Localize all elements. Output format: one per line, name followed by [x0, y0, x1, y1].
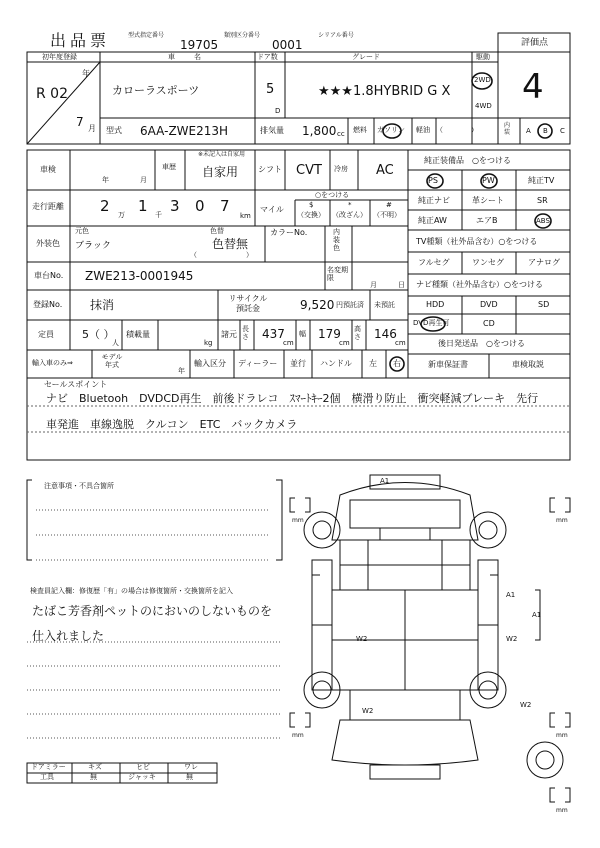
- tv-one: ワンセグ: [472, 258, 504, 267]
- type-number-label: 型式指定番号: [128, 32, 165, 39]
- mark-a1-front: A1: [380, 477, 390, 485]
- interior-label: 内装: [504, 122, 511, 137]
- length-label: 長さ: [242, 325, 249, 342]
- mark-w2-left: W2: [356, 635, 368, 643]
- mileage-digit-3: 3: [170, 197, 180, 215]
- mileage-digit-5: 7: [220, 197, 230, 215]
- drive-2wd: 2WD: [474, 76, 491, 84]
- displacement-label: 排気量: [260, 126, 284, 135]
- mark-a1-right-1: A1: [506, 591, 516, 599]
- tv-title: TV種類（社外品含む）○をつける: [416, 237, 538, 246]
- import-label: 輸入車のみ⇒: [32, 359, 73, 367]
- exchange-symbol: $: [309, 201, 314, 209]
- shift-value: CVT: [296, 163, 322, 178]
- color-no-label: カラーNo.: [270, 228, 308, 237]
- navi-hdd: HDD: [426, 300, 445, 309]
- doors-label: ドア数: [257, 53, 278, 61]
- mm-rear-right: mm: [556, 732, 568, 739]
- later-manual: 車検取説: [512, 360, 544, 369]
- height-cm: cm: [395, 339, 406, 347]
- genuine-title: 純正装備品 ○をつける: [424, 156, 511, 165]
- interior-c: C: [560, 127, 565, 135]
- capacity-persons: 5（ ）: [82, 328, 115, 341]
- mark-a1-right-2: A1: [532, 611, 542, 619]
- model-year-unit: 年: [178, 367, 185, 375]
- form-title: 出品票: [50, 31, 111, 50]
- mark-w2-rear-right: W2: [520, 701, 532, 709]
- mile-label: マイル: [260, 205, 284, 214]
- door-d: D: [275, 107, 281, 115]
- car-diagram: [290, 475, 570, 802]
- dealer-label: ディーラー: [238, 359, 278, 368]
- inspector-label: 検査員記入欄：修復歴「有」の場合は修復箇所・交換箇所を記入: [30, 587, 233, 595]
- height-label: 高さ: [354, 325, 361, 342]
- inspector-line-2: 仕入れました: [32, 629, 105, 643]
- sales-line-2: 車発進 車線逸脱 クルコン ETC バックカメラ: [46, 418, 298, 431]
- chassis-value: ZWE213-0001945: [85, 269, 194, 283]
- doors-value: 5: [266, 82, 275, 97]
- shift-label: シフト: [258, 165, 282, 174]
- equip-tv: 純正TV: [528, 176, 555, 185]
- mileage-label: 走行距離: [32, 202, 64, 211]
- exchange-label: （交換）: [297, 211, 325, 219]
- mm-rear-left: mm: [292, 732, 304, 739]
- grade-value: ★★★1.8HYBRID G X: [318, 84, 451, 99]
- name-change-day: 日: [398, 281, 405, 289]
- load-label: 積載量: [126, 330, 150, 339]
- dims-label: 諸元: [221, 330, 237, 339]
- equip-navi: 純正ナビ: [418, 196, 450, 205]
- tamper-symbol: *: [348, 201, 352, 209]
- paint-paren: （ ）: [190, 251, 253, 259]
- table-h-mirror: ドアミラー: [31, 763, 66, 771]
- interior-color-label: 内装色: [333, 228, 340, 253]
- width-cm: cm: [339, 339, 350, 347]
- recycle-label: リサイクル預託金: [228, 294, 268, 313]
- navi-cd: CD: [483, 319, 495, 328]
- equip-sr: SR: [537, 196, 548, 205]
- usage-value: 自家用: [202, 165, 239, 179]
- equip-pw: PW: [482, 176, 495, 185]
- height-value: 146: [374, 327, 397, 341]
- caution-label: 注意事項・不具合箇所: [44, 482, 114, 490]
- length-value: 437: [262, 327, 285, 341]
- table-tools: 工具: [40, 773, 54, 781]
- inspector-line-1: たばこ芳香剤ペットのにおいのしないものを: [32, 604, 273, 618]
- fuel-label: 燃料: [353, 126, 367, 134]
- chassis-label: 車台No.: [34, 271, 64, 280]
- recycle-value: 9,520: [300, 298, 335, 312]
- usage-note: ※未記入は自家用: [198, 151, 246, 158]
- name-change-label: 名変期限: [327, 266, 348, 283]
- mileage-unit-sen: 千: [155, 211, 162, 219]
- model-value: 6AA-ZWE213H: [140, 124, 229, 138]
- load-kg: kg: [204, 339, 213, 347]
- light-oil-paren: （ ）: [436, 126, 478, 134]
- model-label: 型式: [106, 126, 122, 135]
- table-h-crack: ヒビ: [136, 763, 150, 771]
- equip-airbag: エアB: [476, 216, 498, 225]
- drive-label: 駆動: [476, 53, 490, 61]
- interior-b: B: [543, 127, 548, 135]
- ac-value: AC: [376, 163, 394, 178]
- navi-dvd: DVD: [480, 300, 498, 309]
- navi-sd: SD: [538, 300, 550, 309]
- mm-spare: mm: [556, 807, 568, 814]
- table-h-scratch: キズ: [88, 763, 102, 771]
- parallel-label: 並行: [290, 359, 306, 368]
- width-label: 幅: [299, 330, 306, 338]
- mileage-digit-1: 2: [100, 197, 110, 215]
- registration-label: 登録No.: [33, 300, 63, 309]
- handle-right: 右: [393, 359, 401, 368]
- navi-title: ナビ種類（社外品含む）○をつける: [416, 280, 543, 289]
- recycle-unit: 円預託済: [336, 301, 364, 309]
- usage-label: 車歴: [162, 163, 176, 171]
- later-warranty: 新車保証書: [428, 360, 468, 369]
- equip-abs: ABS: [536, 217, 550, 225]
- navi-dvd-play: DVD再生可: [413, 319, 450, 327]
- drive-4wd: 4WD: [475, 102, 492, 110]
- model-year-label: モデル年式: [101, 353, 123, 370]
- width-value: 179: [318, 327, 341, 341]
- car-name: カローラスポーツ: [112, 84, 200, 97]
- month-unit: 月: [88, 124, 96, 133]
- mark-w2-rear-left: W2: [362, 707, 374, 715]
- table-jack-value: 無: [186, 773, 193, 781]
- name-change-month: 月: [370, 281, 377, 289]
- mileage-digit-2: 1: [138, 197, 148, 215]
- displacement-value: 1,800: [302, 124, 337, 138]
- handle-label: ハンドル: [320, 359, 352, 368]
- inspection-label: 車検: [40, 165, 56, 174]
- serial-label: シリアル番号: [318, 32, 354, 39]
- first-reg-year: R 02: [36, 86, 68, 102]
- mileage-km: km: [240, 212, 251, 220]
- later-title: 後日発送品 ○をつける: [438, 339, 525, 348]
- equip-ps: PS: [428, 176, 438, 185]
- person-unit: 人: [112, 339, 119, 347]
- sales-line-1: ナビ Bluetooh DVDCD再生 前後ドラレコ ｽﾏｰﾄｷｰ2個 横滑り防止 衝突軽減ブレーキ 先行: [46, 392, 539, 405]
- mm-front-right: mm: [556, 517, 568, 524]
- handle-left: 左: [369, 359, 377, 368]
- registration-value: 抹消: [90, 298, 115, 312]
- tv-full: フルセグ: [418, 258, 450, 267]
- table-jack: ジャッキ: [128, 773, 156, 781]
- capacity-label: 定員: [38, 330, 54, 339]
- recycle-not: 未預託: [374, 301, 395, 309]
- light-oil-label: 軽油: [416, 126, 430, 134]
- equip-leather: 革シート: [472, 196, 504, 205]
- length-cm: cm: [283, 339, 294, 347]
- original-color: ブラック: [75, 241, 111, 251]
- grade-label: グレード: [352, 53, 380, 61]
- sales-label: セールスポイント: [44, 380, 108, 389]
- paint-value: 色替無: [212, 237, 249, 251]
- category-number: 0001: [272, 38, 303, 52]
- interior-a: A: [526, 127, 531, 135]
- first-reg-month: 7: [76, 115, 84, 129]
- rating-value: 4: [522, 67, 544, 107]
- category-label: 類別区分番号: [224, 32, 261, 39]
- unknown-label: （不明）: [373, 211, 401, 219]
- import-type-label: 輸入区分: [194, 359, 226, 368]
- mark-note: ○をつける: [315, 191, 350, 199]
- first-reg-label: 初年度登録: [42, 53, 77, 61]
- fuel-value: ガソリン: [377, 126, 405, 134]
- rating-label: 評価点: [521, 38, 549, 48]
- paint-label: 色替: [210, 227, 224, 235]
- year-unit: 年: [82, 69, 90, 78]
- mm-front-left: mm: [292, 517, 304, 524]
- cc-unit: cc: [337, 130, 345, 138]
- tamper-label: （改ざん）: [332, 211, 367, 219]
- type-number: 19705: [180, 38, 219, 52]
- car-name-label: 車 名: [168, 53, 207, 61]
- equip-aw: 純正AW: [418, 216, 447, 225]
- unknown-symbol: #: [386, 201, 392, 209]
- color-label: 外装色: [36, 239, 60, 248]
- inspection-year-unit: 年: [102, 176, 109, 184]
- inspection-month-unit: 月: [140, 176, 147, 184]
- table-tools-value: 無: [90, 773, 97, 781]
- mark-w2-right: W2: [506, 635, 518, 643]
- tv-analog: アナログ: [528, 258, 560, 267]
- mileage-unit-man: 万: [118, 211, 125, 219]
- ac-label: 冷房: [334, 165, 348, 173]
- table-h-break: ワレ: [184, 763, 198, 771]
- mileage-digit-4: 0: [195, 197, 205, 215]
- original-color-label: 元色: [75, 227, 89, 235]
